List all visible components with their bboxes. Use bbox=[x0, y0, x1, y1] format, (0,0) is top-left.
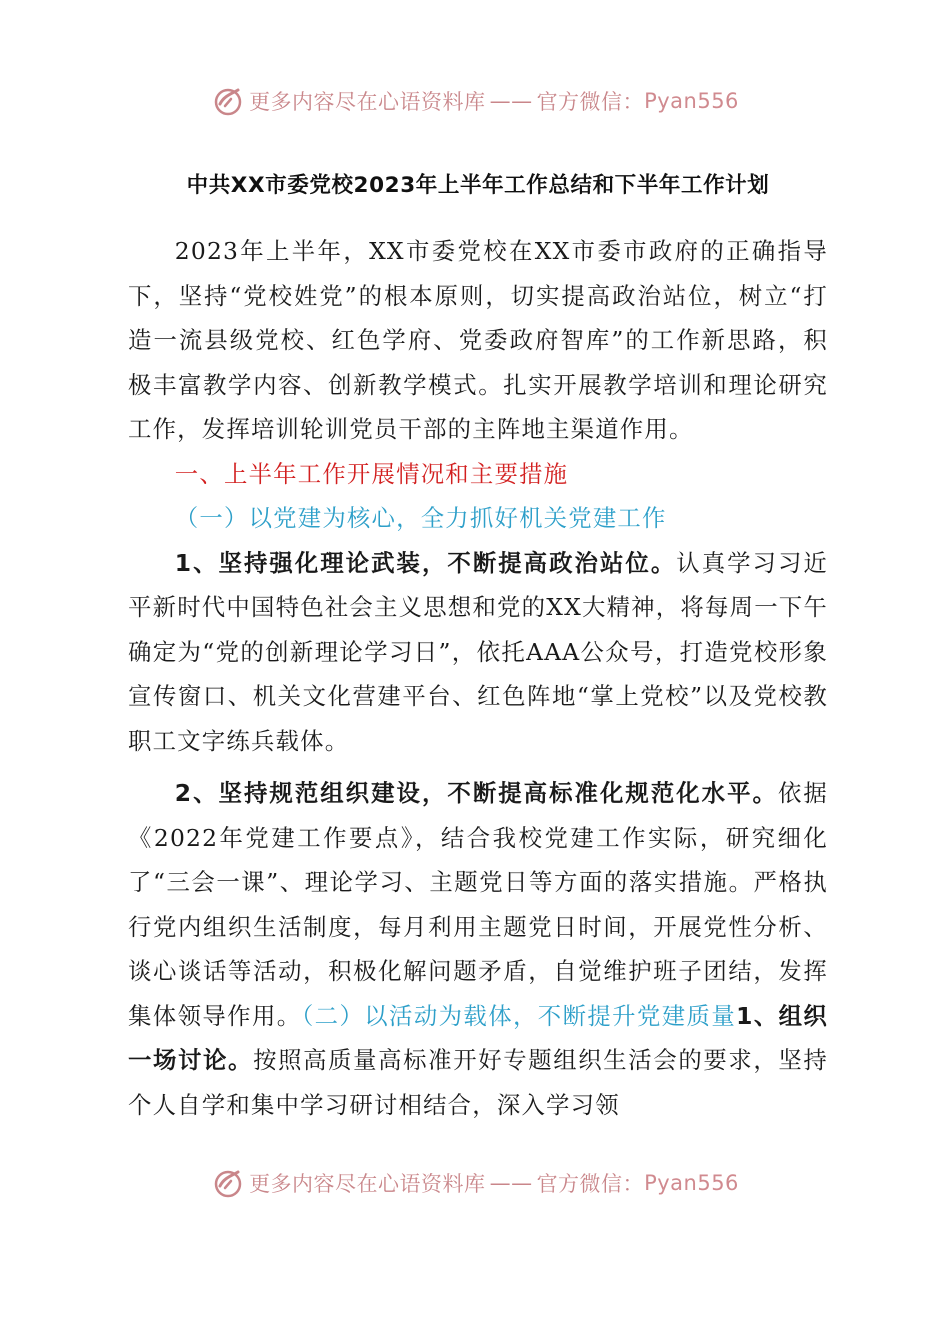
subsection2-heading: （二）以活动为载体，不断提升党建质量 bbox=[301, 1001, 737, 1030]
document-title: 中共XX市委党校2023年上半年工作总结和下半年工作计划 bbox=[186, 173, 770, 198]
brush-logo-icon bbox=[211, 1166, 245, 1200]
document-body bbox=[128, 168, 828, 1127]
watermark-wechat-id: Pyan556 bbox=[644, 89, 739, 113]
watermark-separator: —— bbox=[489, 89, 533, 113]
watermark-wechat-label: 官方微信： bbox=[536, 1172, 645, 1196]
watermark-footer bbox=[0, 1166, 950, 1200]
intro-paragraph: 2023年上半年，XX市委党校在XX市委市政府的正确指导下，坚持“党校姓党”的根本原则，切实提高政治站位，树立“打造一流县级党校、红色学府、党委政府智库”的工作新思路，积极丰富教学内容、创新教学模式。扎实开展教学培训和理论研究工作，发挥培训轮训党员干部的主阵地主渠道作用。 bbox=[128, 237, 828, 443]
section1-heading: 一、上半年工作开展情况和主要措施 bbox=[174, 459, 569, 488]
item3-title: 1、组织一场讨论。 bbox=[128, 1001, 828, 1074]
brush-logo-icon bbox=[211, 84, 245, 118]
watermark-text: 更多内容尽在心语资料库 bbox=[249, 90, 486, 114]
subsection1-heading: （一）以党建为核心，全力抓好机关党建工作 bbox=[174, 504, 667, 532]
item1-paragraph bbox=[128, 541, 828, 764]
item3-text: 按照高质量高标准开好专题组织生活会的要求，坚持个人自学和集中学习研讨相结合，深入学习领 bbox=[128, 1046, 828, 1119]
watermark-wechat-id: Pyan556 bbox=[644, 1171, 739, 1195]
watermark-wechat-label: 官方微信： bbox=[536, 90, 645, 114]
watermark-header bbox=[0, 84, 950, 118]
item1-text: 认真学习习近平新时代中国特色社会主义思想和党的XX大精神，将每周一下午确定为“党的创新理论学习日”，依托AAA公众号，打造党校形象宣传窗口、机关文化营建平台、红色阵地“掌上党校”以及党校教职工文字练兵载体。 bbox=[128, 548, 828, 755]
item1-title: 1、坚持强化理论武装，不断提高政治站位。 bbox=[174, 548, 677, 577]
item2-title: 2、坚持规范组织建设，不断提高标准化规范化水平。 bbox=[174, 779, 778, 807]
item2-paragraph bbox=[128, 771, 828, 1127]
item2-text: 依据《2022年党建工作要点》，结合我校党建工作实际，研究细化了“三会一课”、理论学习、主题党日等方面的落实措施。严格执行党内组织生活制度，每月利用主题党日时间，开展党性分析、谈心谈话等活动，积极化解问题矛盾，自觉维护班子团结，发挥集体领导作用。 bbox=[128, 779, 829, 1030]
watermark-separator: —— bbox=[489, 1171, 533, 1195]
watermark-text: 更多内容尽在心语资料库 bbox=[249, 1172, 486, 1196]
